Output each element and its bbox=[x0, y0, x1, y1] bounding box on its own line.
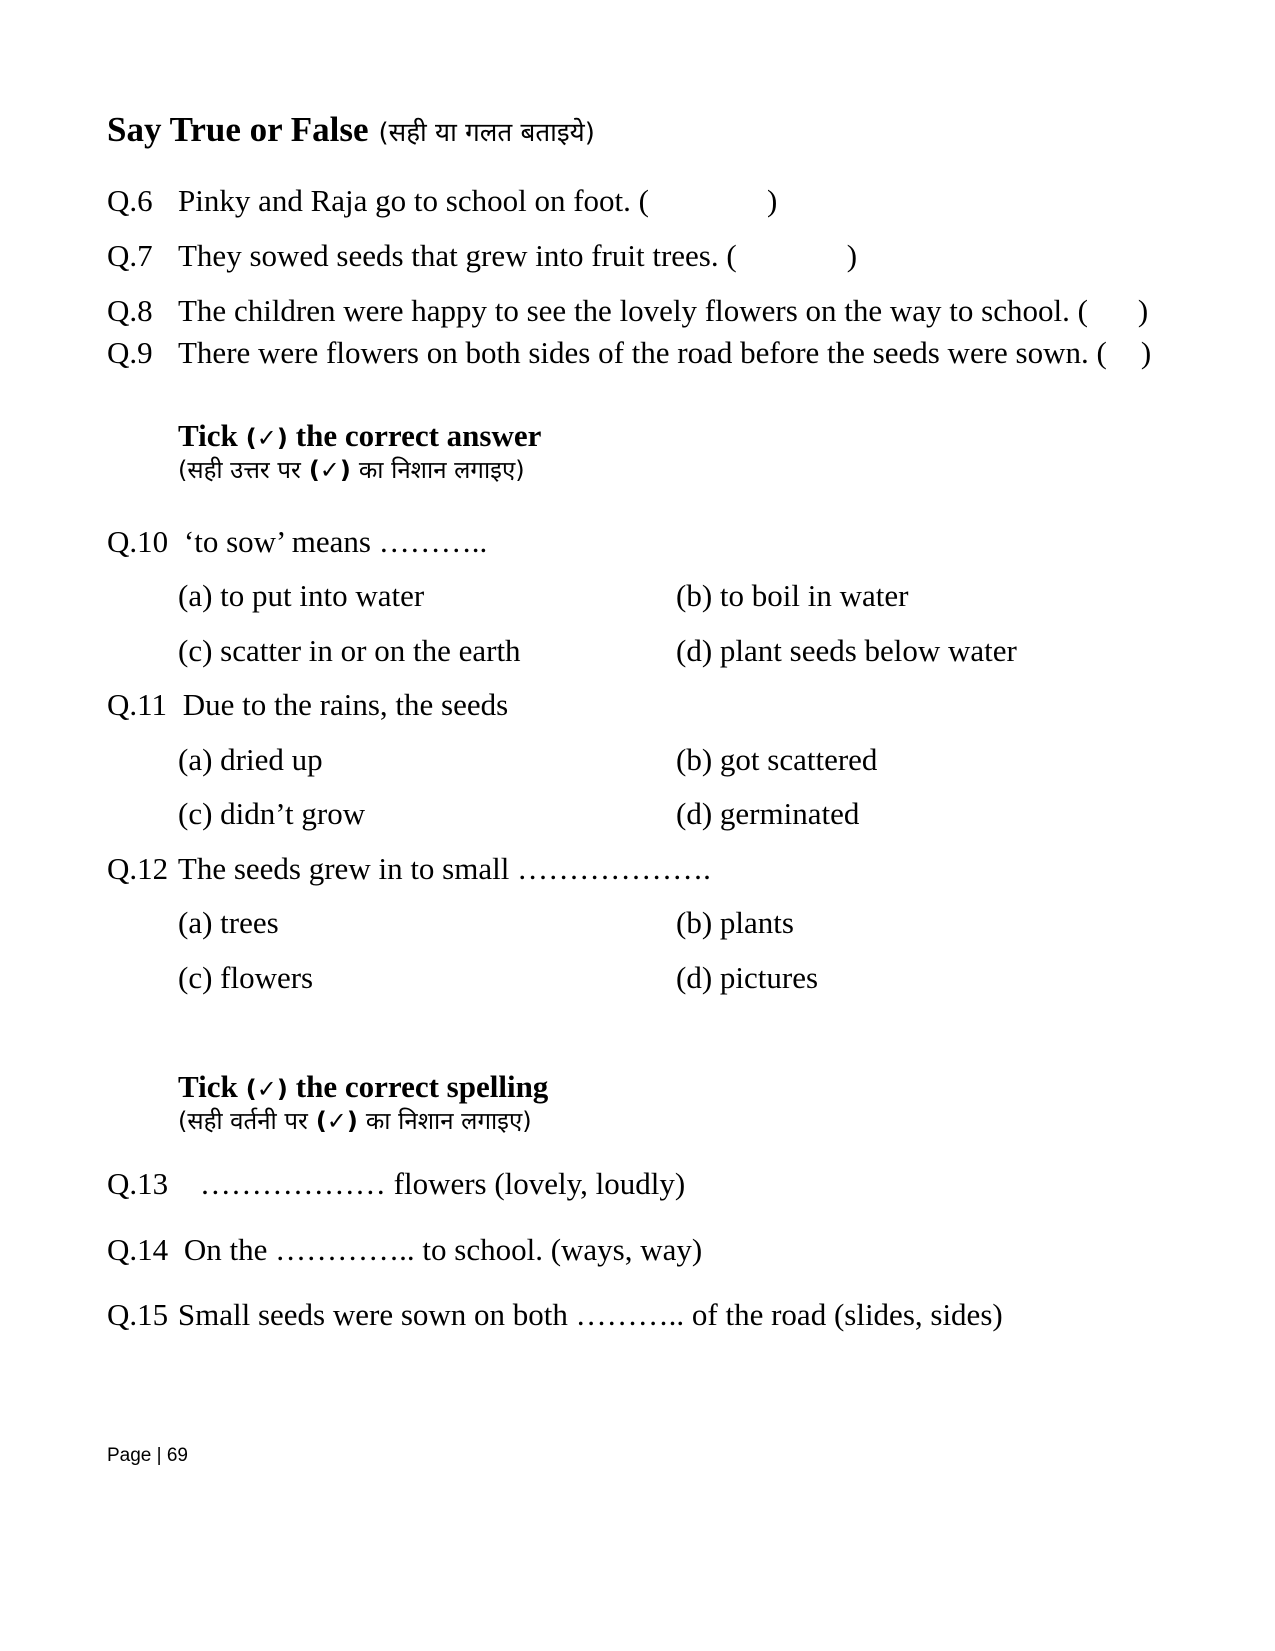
question-text: On the ………….. to school. (ways, way) bbox=[183, 1232, 703, 1267]
question-q7-text: They sowed seeds that grew into fruit trees. ( ) bbox=[178, 238, 858, 273]
question-number: Q.10 bbox=[107, 524, 169, 559]
question-text: Due to the rains, the seeds bbox=[182, 687, 509, 722]
question-text: ……………… flowers (lovely, loudly) bbox=[199, 1166, 686, 1201]
option[interactable]: (c) didn’t grow bbox=[178, 796, 366, 831]
question-number: Q.9 bbox=[107, 335, 153, 370]
option[interactable]: (d) plant seeds below water bbox=[676, 633, 1017, 668]
question-q11 bbox=[107, 689, 508, 720]
question-q6-text: Pinky and Raja go to school on foot. ( ) bbox=[178, 183, 778, 218]
question-text: The seeds grew in to small ………………. bbox=[177, 851, 711, 886]
question-q13 bbox=[107, 1168, 685, 1199]
option[interactable]: (a) trees bbox=[178, 905, 279, 940]
check-mark-icon: (✓) bbox=[308, 456, 351, 484]
section-answer-hindi: (सही उत्तर पर (✓) का निशान लगाइए) bbox=[178, 456, 525, 484]
question-q15 bbox=[107, 1299, 1003, 1330]
question-text: ‘to sow’ means ……….. bbox=[183, 524, 488, 559]
question-number: Q.13 bbox=[107, 1166, 169, 1201]
heading-hindi: (सही या गलत बताइये) bbox=[378, 118, 595, 148]
question-number: Q.12 bbox=[107, 851, 169, 886]
check-mark-icon: (✓) bbox=[245, 1075, 288, 1103]
check-mark-icon: (✓) bbox=[245, 424, 288, 452]
option[interactable]: (c) flowers bbox=[178, 960, 314, 995]
option[interactable]: (b) to boil in water bbox=[676, 578, 909, 613]
option[interactable]: (a) dried up bbox=[178, 742, 323, 777]
question-q10 bbox=[107, 526, 487, 557]
section-spelling-title: Tick (✓) the correct spelling bbox=[178, 1069, 549, 1104]
check-mark-icon: (✓) bbox=[315, 1107, 358, 1135]
option[interactable]: (a) to put into water bbox=[178, 578, 425, 613]
question-number: Q.14 bbox=[107, 1232, 169, 1267]
page-heading bbox=[107, 112, 595, 147]
question-number: Q.7 bbox=[107, 238, 153, 273]
option[interactable]: (b) got scattered bbox=[676, 742, 878, 777]
question-q8-text: The children were happy to see the lovely flowers on the way to school. ( ) bbox=[178, 293, 1149, 328]
question-number: Q.8 bbox=[107, 293, 153, 328]
question-number: Q.11 bbox=[107, 687, 167, 722]
question-q9-text: There were flowers on both sides of the road before the seeds were sown. ( ) bbox=[178, 335, 1152, 370]
question-q12 bbox=[107, 853, 711, 884]
section-spelling-hindi: (सही वर्तनी पर (✓) का निशान लगाइए) bbox=[178, 1107, 532, 1135]
option[interactable]: (c) scatter in or on the earth bbox=[178, 633, 521, 668]
option[interactable]: (d) pictures bbox=[676, 960, 819, 995]
question-q14 bbox=[107, 1234, 702, 1265]
question-q7 bbox=[107, 240, 153, 271]
page-number: Page | 69 bbox=[107, 1445, 189, 1466]
option[interactable]: (b) plants bbox=[676, 905, 794, 940]
option[interactable]: (d) germinated bbox=[676, 796, 860, 831]
question-text: Small seeds were sown on both ……….. of the road (slides, sides) bbox=[177, 1297, 1003, 1332]
question-q9 bbox=[107, 337, 153, 368]
section-answer-title: Tick (✓) the correct answer bbox=[178, 418, 542, 453]
heading-title: Say True or False bbox=[107, 110, 369, 149]
question-number: Q.6 bbox=[107, 183, 153, 218]
question-q8 bbox=[107, 295, 153, 326]
question-number: Q.15 bbox=[107, 1297, 169, 1332]
question-q6 bbox=[107, 185, 153, 216]
